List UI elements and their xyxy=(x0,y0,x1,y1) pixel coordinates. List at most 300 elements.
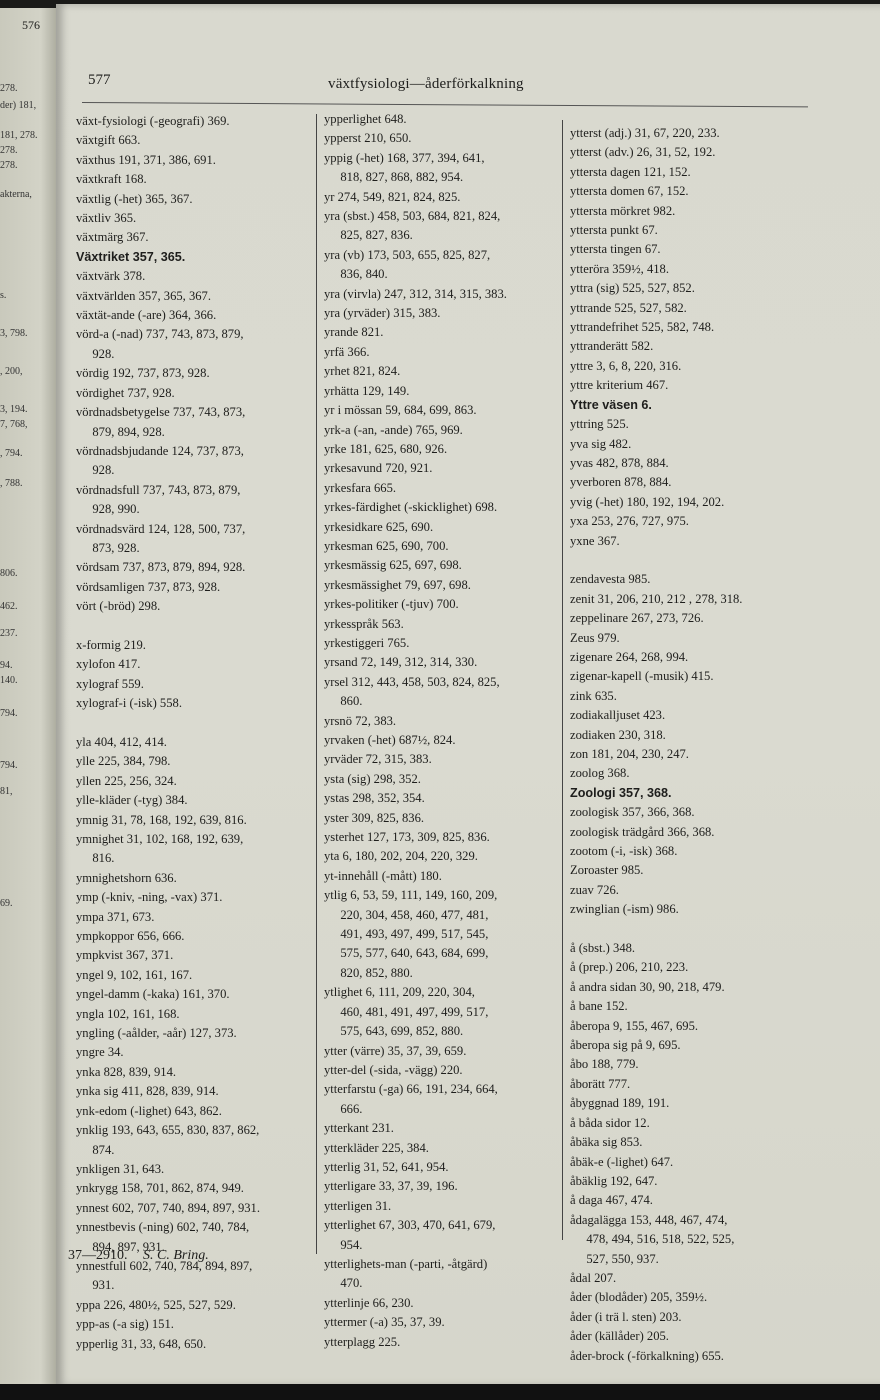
index-entry-text: zeppelinare 267, 273, 726. xyxy=(570,611,704,626)
index-entry xyxy=(570,1094,820,1113)
index-entry xyxy=(324,750,554,769)
previous-page-fragment: 462. xyxy=(0,601,18,612)
index-entry-continuation: 816. xyxy=(92,851,115,866)
index-entry-text: yrkes-politiker (-tjuv) 700. xyxy=(324,597,459,612)
index-entry xyxy=(570,861,820,880)
index-entry xyxy=(76,403,308,442)
index-entry-text: åbäklig 192, 647. xyxy=(570,1173,658,1188)
entry-gap xyxy=(570,551,820,570)
index-entry xyxy=(324,1042,554,1061)
index-entry-text: ådal 207. xyxy=(570,1270,617,1285)
index-entry xyxy=(324,1139,554,1158)
index-entry xyxy=(570,415,820,434)
index-entry-continuation: 954. xyxy=(340,1237,363,1252)
index-entry-text: yttermer (-a) 35, 37, 39. xyxy=(324,1315,445,1330)
index-entry-text: zodiakalljuset 423. xyxy=(570,708,666,723)
index-entry-text: yrkesidkare 625, 690. xyxy=(324,519,434,534)
index-entry xyxy=(570,1017,820,1036)
index-entry-text: växtkraft 168. xyxy=(76,172,147,187)
index-entry xyxy=(76,694,308,713)
index-entry-text: åberopa sig på 9, 695. xyxy=(570,1038,681,1053)
index-entry xyxy=(570,221,820,240)
index-entry-text: Zoologi 357, 368. xyxy=(570,785,672,800)
index-entry-text: ynkligen 31, 643. xyxy=(76,1161,165,1176)
index-entry-text: yppig (-het) 168, 377, 394, 641, xyxy=(324,150,485,165)
index-entry-text: ympkvist 367, 371. xyxy=(76,948,174,963)
index-entry xyxy=(570,260,820,279)
index-entry-text: vörd-a (-nad) 737, 743, 873, 879, xyxy=(76,327,244,342)
index-entry-text: ytlig 6, 53, 59, 111, 149, 160, 209, xyxy=(324,888,498,903)
index-entry-text: åbäka sig 853. xyxy=(570,1135,643,1150)
previous-page-number: 576 xyxy=(22,18,40,32)
index-entry xyxy=(76,558,308,577)
index-entry-continuation: 478, 494, 516, 518, 522, 525, xyxy=(586,1232,735,1247)
index-entry-text: ymnighet 31, 102, 168, 192, 639, xyxy=(76,832,244,846)
index-entry-continuation: 220, 304, 458, 460, 477, 481, xyxy=(340,907,489,922)
index-entry-text: yta 6, 180, 202, 204, 220, 329. xyxy=(324,849,478,864)
index-entry-text: åbo 188, 779. xyxy=(570,1057,639,1072)
previous-page-fragment: 278. xyxy=(0,145,18,156)
index-entry xyxy=(324,576,554,595)
index-entry-text: ytterplagg 225. xyxy=(324,1334,401,1349)
index-entry xyxy=(570,1133,820,1152)
index-entry xyxy=(324,537,554,556)
index-entry xyxy=(76,888,308,907)
entry-gap xyxy=(76,617,308,636)
index-entry-text: zuav 726. xyxy=(570,882,619,897)
index-entry-text: zoolog 368. xyxy=(570,766,630,781)
previous-page-fragment: 794. xyxy=(0,760,18,771)
index-entry xyxy=(76,112,308,131)
index-entry-continuation: 931. xyxy=(92,1278,115,1293)
previous-page-fragment: 278. xyxy=(0,83,18,94)
index-entry xyxy=(570,764,820,783)
index-entry-text: yra (sbst.) 458, 503, 684, 821, 824, xyxy=(324,209,501,224)
index-entry-text: ytterlighet 67, 303, 470, 641, 679, xyxy=(324,1218,496,1233)
index-entry-text: växthus 191, 371, 386, 691. xyxy=(76,152,216,167)
index-entry xyxy=(570,454,820,473)
index-entry xyxy=(324,459,554,478)
index-entry-text: ynnest 602, 707, 740, 894, 897, 931. xyxy=(76,1200,261,1215)
index-entry xyxy=(324,285,554,304)
index-entry xyxy=(570,493,820,512)
index-entry-text: åborätt 777. xyxy=(570,1076,631,1091)
index-entry-text: ytterligare 33, 37, 39, 196. xyxy=(324,1179,458,1194)
previous-page-fragment: 69. xyxy=(0,898,13,909)
index-entry-text: yrsel 312, 443, 458, 503, 824, 825, xyxy=(324,674,500,689)
index-entry-text: ytterst (adv.) 26, 31, 52, 192. xyxy=(570,145,716,160)
index-entry-text: åder (blodåder) 205, 359½. xyxy=(570,1290,708,1305)
index-entry-text: yrhätta 129, 149. xyxy=(324,383,410,398)
index-entry-text: vördnadsbjudande 124, 737, 873, xyxy=(76,443,244,458)
index-entry-continuation: 928. xyxy=(92,463,115,478)
index-entry-text: Växtriket 357, 365. xyxy=(76,249,186,264)
index-entry-text: ytterligen 31. xyxy=(324,1198,392,1213)
index-entry-text: å andra sidan 30, 90, 218, 479. xyxy=(570,979,725,994)
index-entry-text: åder-brock (-förkalkning) 655. xyxy=(570,1348,724,1363)
index-entry-text: zwinglian (-ism) 986. xyxy=(570,902,679,917)
index-entry xyxy=(76,1160,308,1179)
index-entry xyxy=(570,629,820,648)
previous-page-fragment: , 200, xyxy=(0,366,23,377)
index-entry-text: Zoroaster 985. xyxy=(570,863,644,878)
index-entry xyxy=(570,337,820,356)
index-entry xyxy=(324,634,554,653)
index-entry-text: yrsnö 72, 383. xyxy=(324,713,397,728)
index-entry-text: vördighet 737, 928. xyxy=(76,385,175,400)
index-entry xyxy=(570,1036,820,1055)
index-entry-text: vördnadsbetygelse 737, 743, 873, xyxy=(76,405,246,420)
index-entry-text: yngel 9, 102, 161, 167. xyxy=(76,967,193,982)
index-entry-text: växtät-ande (-are) 364, 366. xyxy=(76,308,217,323)
index-entry-text: åberopa 9, 155, 467, 695. xyxy=(570,1018,699,1033)
index-entry xyxy=(76,248,308,267)
index-entry-text: ystas 298, 352, 354. xyxy=(324,791,425,806)
index-entry-text: yr i mössan 59, 684, 699, 863. xyxy=(324,403,477,418)
entry-gap xyxy=(570,920,820,939)
index-entry-text: yverboren 878, 884. xyxy=(570,475,672,490)
index-entry xyxy=(570,784,820,803)
index-entry-text: ynka 828, 839, 914. xyxy=(76,1064,177,1079)
index-entry-text: yttersta dagen 121, 152. xyxy=(570,164,691,179)
index-entry xyxy=(570,318,820,337)
index-entry xyxy=(76,811,308,830)
index-entry-text: ypperst 210, 650. xyxy=(324,131,412,146)
index-entry xyxy=(76,1024,308,1043)
index-entry-text: Yttre väsen 6. xyxy=(570,397,652,412)
previous-page-fragment: 81, xyxy=(0,786,13,797)
index-entry xyxy=(570,726,820,745)
printer-name: S. C. Bring. xyxy=(143,1248,209,1263)
index-entry xyxy=(324,1061,554,1080)
index-entry-text: åder (i trä l. sten) 203. xyxy=(570,1309,682,1324)
index-entry xyxy=(76,325,308,364)
index-entry xyxy=(324,731,554,750)
index-entry-text: yttrande 525, 527, 582. xyxy=(570,300,687,315)
index-entry xyxy=(324,110,554,129)
index-entry-text: ynkrygg 158, 701, 862, 874, 949. xyxy=(76,1181,244,1196)
scan-bottom-edge xyxy=(0,1384,880,1400)
index-entry xyxy=(570,1055,820,1074)
index-entry-text: yrkesman 625, 690, 700. xyxy=(324,538,449,553)
index-entry xyxy=(324,188,554,207)
index-entry-text: yttring 525. xyxy=(570,417,629,432)
index-entry xyxy=(76,1043,308,1062)
index-entry-text: yttranderätt 582. xyxy=(570,339,654,354)
index-entry xyxy=(76,1335,308,1354)
index-entry-text: yttre kriterium 467. xyxy=(570,378,669,393)
index-entry xyxy=(76,578,308,597)
index-entry-text: yttersta punkt 67. xyxy=(570,223,658,238)
previous-page-edge xyxy=(0,8,58,1388)
index-entry xyxy=(76,228,308,247)
index-entry xyxy=(570,823,820,842)
index-entry xyxy=(76,772,308,791)
index-entry-text: växtgift 663. xyxy=(76,133,141,148)
index-entry xyxy=(324,304,554,323)
index-column-1 xyxy=(76,112,308,1354)
index-entry xyxy=(76,364,308,383)
index-entry-continuation: 879, 894, 928. xyxy=(92,424,165,439)
index-entry xyxy=(324,847,554,866)
index-entry xyxy=(570,1075,820,1094)
index-entry xyxy=(76,1199,308,1218)
index-entry xyxy=(76,306,308,325)
index-entry xyxy=(570,512,820,531)
page-number: 577 xyxy=(88,72,111,88)
index-entry xyxy=(324,129,554,148)
index-entry-text: yrkestiggeri 765. xyxy=(324,635,410,650)
index-entry xyxy=(324,983,554,1041)
index-entry-text: yttersta mörkret 982. xyxy=(570,203,676,218)
index-entry xyxy=(324,518,554,537)
index-entry xyxy=(570,667,820,686)
index-entry xyxy=(76,287,308,306)
index-entry-continuation: 825, 827, 836. xyxy=(340,228,413,243)
index-entry-text: ytter-del (-sida, -vägg) 220. xyxy=(324,1062,463,1077)
index-entry-text: yxne 367. xyxy=(570,533,620,548)
index-entry-text: växtlig (-het) 365, 367. xyxy=(76,191,193,206)
index-entry-text: åder (källåder) 205. xyxy=(570,1329,669,1344)
index-entry-text: ytterkant 231. xyxy=(324,1121,394,1136)
index-entry-text: xylofon 417. xyxy=(76,657,141,672)
index-entry xyxy=(570,163,820,182)
index-entry xyxy=(76,655,308,674)
index-entry-text: zigenar-kapell (-musik) 415. xyxy=(570,669,714,684)
index-entry xyxy=(324,421,554,440)
index-entry-text: vördsamligen 737, 873, 928. xyxy=(76,579,221,594)
index-entry-text: å båda sidor 12. xyxy=(570,1115,650,1130)
index-entry-continuation: 836, 840. xyxy=(340,267,388,282)
index-entry-text: ypperlig 31, 33, 648, 650. xyxy=(76,1336,207,1351)
book-page xyxy=(56,4,880,1386)
index-entry-text: xylograf 559. xyxy=(76,676,144,691)
index-entry-text: ylle 225, 384, 798. xyxy=(76,754,171,769)
index-entry xyxy=(570,532,820,551)
index-entry-text: yva sig 482. xyxy=(570,436,632,451)
index-entry xyxy=(76,209,308,228)
previous-page-fragment: s. xyxy=(0,290,7,301)
index-entry-text: å daga 467, 474. xyxy=(570,1193,653,1208)
index-entry xyxy=(570,1347,820,1366)
index-entry-text: yrkesmässig 625, 697, 698. xyxy=(324,558,462,573)
index-entry xyxy=(324,615,554,634)
index-entry xyxy=(76,1005,308,1024)
index-entry-text: växtvärlden 357, 365, 367. xyxy=(76,288,212,303)
index-entry-continuation: 928. xyxy=(92,346,115,361)
index-entry-continuation: 527, 550, 937. xyxy=(586,1251,659,1266)
index-entry-text: yngla 102, 161, 168. xyxy=(76,1006,180,1021)
index-entry xyxy=(324,789,554,808)
column-divider xyxy=(316,114,317,1254)
index-entry-text: yppa 226, 480½, 525, 527, 529. xyxy=(76,1297,236,1312)
index-entry xyxy=(324,867,554,886)
index-entry xyxy=(76,1102,308,1121)
index-entry xyxy=(324,362,554,381)
previous-page-fragment: 94. xyxy=(0,660,13,671)
index-entry-text: ylle-kläder (-tyg) 384. xyxy=(76,793,188,808)
index-entry xyxy=(76,985,308,1004)
index-column-2 xyxy=(324,110,554,1352)
index-entry-text: ymp (-kniv, -ning, -vax) 371. xyxy=(76,890,223,905)
index-entry-text: ytter (värre) 35, 37, 39, 659. xyxy=(324,1043,467,1058)
index-entry xyxy=(324,1080,554,1119)
index-entry-text: yrkesavund 720, 921. xyxy=(324,461,433,476)
index-entry-text: ytterfarstu (-ga) 66, 191, 234, 664, xyxy=(324,1082,498,1097)
index-entry xyxy=(324,440,554,459)
index-entry xyxy=(324,207,554,246)
index-entry xyxy=(76,927,308,946)
index-entry-continuation: 860. xyxy=(340,694,363,709)
index-entry-continuation: 894, 897, 931. xyxy=(92,1239,165,1254)
index-entry-continuation: 818, 827, 868, 882, 954. xyxy=(340,170,464,185)
index-entry-text: yrkesmässighet 79, 697, 698. xyxy=(324,577,471,592)
index-entry xyxy=(76,1063,308,1082)
index-entry-text: ytterkläder 225, 384. xyxy=(324,1140,429,1155)
index-entry xyxy=(570,842,820,861)
index-entry xyxy=(324,1197,554,1216)
index-entry xyxy=(570,570,820,589)
index-entry-text: yngling (-aålder, -aår) 127, 373. xyxy=(76,1026,237,1041)
previous-page-fragment: 181, 278. xyxy=(0,130,38,141)
index-entry-text: ynklig 193, 643, 655, 830, 837, 862, xyxy=(76,1123,260,1138)
index-entry-text: yrhet 821, 824. xyxy=(324,364,401,379)
index-entry-text: yngre 34. xyxy=(76,1045,124,1060)
index-entry xyxy=(76,791,308,810)
index-entry xyxy=(324,809,554,828)
index-entry-text: yra (yrväder) 315, 383. xyxy=(324,306,441,321)
index-entry-continuation: 874. xyxy=(92,1142,115,1157)
index-entry xyxy=(76,597,308,616)
previous-page-fragment: 3, 194. xyxy=(0,404,28,415)
index-entry-text: vördsam 737, 873, 879, 894, 928. xyxy=(76,560,246,575)
index-entry-text: växtmärg 367. xyxy=(76,230,149,245)
index-entry-text: zon 181, 204, 230, 247. xyxy=(570,746,689,761)
index-entry xyxy=(76,1082,308,1101)
index-entry-text: zendavesta 985. xyxy=(570,572,651,587)
index-entry-text: å (prep.) 206, 210, 223. xyxy=(570,960,689,975)
previous-page-fragment: 140. xyxy=(0,675,18,686)
index-entry-text: vördig 192, 737, 873, 928. xyxy=(76,366,210,381)
index-entry-text: zenit 31, 206, 210, 212 , 278, 318. xyxy=(570,591,743,606)
index-entry-text: ysterhet 127, 173, 309, 825, 836. xyxy=(324,830,490,845)
index-entry xyxy=(570,299,820,318)
index-entry-continuation: 470. xyxy=(340,1276,363,1291)
header-rule xyxy=(82,102,808,107)
previous-page-fragment: 7, 768, xyxy=(0,419,28,430)
index-entry-text: yrväder 72, 315, 383. xyxy=(324,752,432,767)
index-entry-text: yrke 181, 625, 680, 926. xyxy=(324,441,448,456)
column-divider xyxy=(562,120,563,1240)
previous-page-fragment: , 794. xyxy=(0,448,23,459)
index-entry-continuation: 928, 990. xyxy=(92,502,140,517)
index-entry-text: yttersta tingen 67. xyxy=(570,242,661,257)
previous-page-fragment: der) 181, xyxy=(0,100,37,111)
index-entry xyxy=(570,202,820,221)
index-entry-text: yngel-damm (-kaka) 161, 370. xyxy=(76,987,230,1002)
index-entry-text: ådagalägga 153, 448, 467, 474, xyxy=(570,1212,728,1227)
index-entry-text: ympkoppor 656, 666. xyxy=(76,929,185,944)
index-entry-text: yxa 253, 276, 727, 975. xyxy=(570,514,689,529)
index-entry xyxy=(324,828,554,847)
index-entry-text: ytterst (adj.) 31, 67, 220, 233. xyxy=(570,126,720,140)
index-entry-text: växtvärk 378. xyxy=(76,269,146,284)
index-entry xyxy=(324,673,554,712)
index-entry xyxy=(570,745,820,764)
index-entry xyxy=(570,435,820,454)
index-entry xyxy=(76,733,308,752)
index-entry xyxy=(76,1315,308,1334)
index-entry-text: yster 309, 825, 836. xyxy=(324,810,425,825)
index-entry xyxy=(76,675,308,694)
index-entry xyxy=(324,382,554,401)
index-entry-text: yrvaken (-het) 687½, 824. xyxy=(324,733,456,747)
index-entry xyxy=(570,1114,820,1133)
index-entry-text: yvas 482, 878, 884. xyxy=(570,455,669,470)
index-entry xyxy=(570,590,820,609)
index-entry-text: ytterlighets-man (-parti, -åtgärd) xyxy=(324,1256,488,1271)
index-entry-continuation: 575, 577, 640, 643, 684, 699, xyxy=(340,946,489,961)
index-entry-text: yttrandefrihet 525, 582, 748. xyxy=(570,320,715,335)
index-entry-text: zoologisk trädgård 366, 368. xyxy=(570,824,715,839)
index-entry-text: yrkesspråk 563. xyxy=(324,616,404,631)
index-entry xyxy=(570,881,820,900)
index-entry-text: ynk-edom (-lighet) 643, 862. xyxy=(76,1103,222,1118)
index-entry-text: yllen 225, 256, 324. xyxy=(76,773,177,788)
index-entry xyxy=(570,803,820,822)
index-entry-continuation: 873, 928. xyxy=(92,540,140,555)
index-entry-text: ytterlinje 66, 230. xyxy=(324,1295,414,1310)
index-entry-continuation: 575, 643, 699, 852, 880. xyxy=(340,1024,464,1039)
index-entry xyxy=(76,384,308,403)
index-entry xyxy=(570,997,820,1016)
index-entry-text: vördnadsvärd 124, 128, 500, 737, xyxy=(76,521,246,536)
index-entry xyxy=(76,520,308,559)
signature-number: 37—2910. xyxy=(68,1248,128,1263)
index-entry xyxy=(324,479,554,498)
index-entry xyxy=(76,131,308,150)
index-entry xyxy=(324,712,554,731)
index-entry xyxy=(324,1216,554,1255)
index-entry xyxy=(324,595,554,614)
index-entry xyxy=(570,279,820,298)
index-entry-text: ymnighetshorn 636. xyxy=(76,870,177,885)
index-entry-text: yr 274, 549, 821, 824, 825. xyxy=(324,189,461,204)
previous-page-fragment: 278. xyxy=(0,160,18,171)
index-entry-text: yttra (sig) 525, 527, 852. xyxy=(570,281,695,296)
index-entry xyxy=(570,1172,820,1191)
index-entry xyxy=(570,143,820,162)
index-entry xyxy=(76,151,308,170)
index-entry xyxy=(324,1255,554,1294)
index-entry-text: yvig (-het) 180, 192, 194, 202. xyxy=(570,494,725,509)
index-entry xyxy=(570,1269,820,1288)
index-entry xyxy=(570,1308,820,1327)
index-entry-text: yt-innehåll (-mått) 180. xyxy=(324,868,442,883)
index-entry xyxy=(324,1333,554,1352)
index-entry-text: ynnestbevis (-ning) 602, 740, 784, xyxy=(76,1220,250,1235)
index-entry xyxy=(324,556,554,575)
index-entry xyxy=(76,267,308,286)
index-entry-text: xylograf-i (-isk) 558. xyxy=(76,696,182,711)
index-entry xyxy=(570,1288,820,1307)
index-entry xyxy=(570,124,820,143)
index-entry xyxy=(324,653,554,672)
index-entry xyxy=(324,498,554,517)
index-entry-text: ynka sig 411, 828, 839, 914. xyxy=(76,1084,219,1099)
index-entry xyxy=(324,1177,554,1196)
index-entry-text: ypperlighet 648. xyxy=(324,112,407,126)
